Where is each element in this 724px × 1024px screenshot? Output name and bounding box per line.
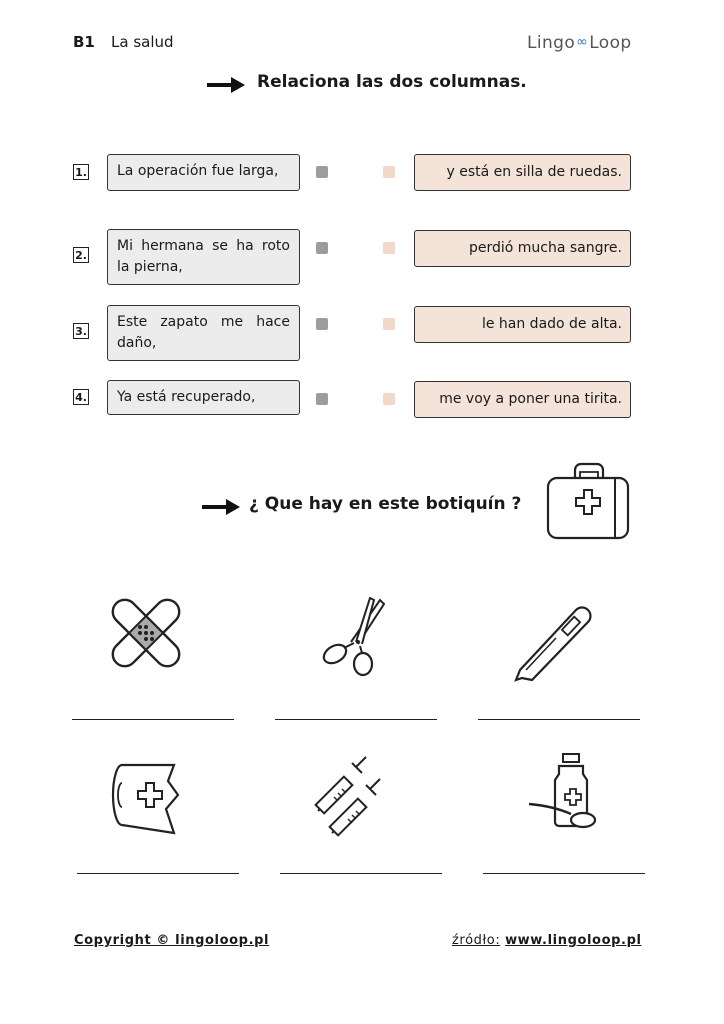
right-phrase-box[interactable]: [414, 154, 631, 191]
roll-bandage-icon: [108, 757, 190, 837]
answer-line[interactable]: [72, 719, 234, 720]
exercise1-title: Relaciona las dos columnas.: [257, 72, 527, 92]
brand-logo: [527, 33, 632, 53]
source-link[interactable]: www.lingoloop.pl: [505, 933, 642, 948]
arrow-right-icon: [202, 498, 242, 516]
syringes-icon: [312, 755, 398, 837]
medicine-bottle-spoon-icon: [525, 752, 599, 834]
brand-left: Lingo: [527, 33, 576, 53]
left-match-point[interactable]: [316, 166, 328, 178]
right-phrase-text: me voy a poner una tirita.: [439, 391, 622, 407]
left-phrase-text: Mi hermana se ha roto la pierna,: [117, 238, 290, 275]
right-phrase-text: perdió mucha sangre.: [468, 240, 622, 256]
scissors-icon: [318, 596, 392, 678]
left-phrase-box[interactable]: [107, 229, 300, 285]
exercise2-title: ¿ Que hay en este botiquín ?: [249, 494, 522, 514]
left-phrase-text: Ya está recuperado,: [117, 389, 256, 405]
right-match-point[interactable]: [383, 318, 395, 330]
answer-line[interactable]: [77, 873, 239, 874]
right-match-point[interactable]: [383, 242, 395, 254]
answer-line[interactable]: [280, 873, 442, 874]
left-phrase-text: Este zapato me hace daño,: [117, 314, 290, 351]
right-match-point[interactable]: [383, 393, 395, 405]
left-phrase-text: La operación fue larga,: [117, 163, 279, 179]
topic-label: La salud: [111, 33, 174, 51]
answer-line[interactable]: [483, 873, 645, 874]
answer-line[interactable]: [275, 719, 437, 720]
right-phrase-text: le han dado de alta.: [481, 316, 622, 332]
source-label: źródło:: [452, 933, 501, 948]
left-match-point[interactable]: [316, 393, 328, 405]
item-number: 4.: [73, 389, 89, 405]
right-phrase-text: y está en silla de ruedas.: [446, 164, 622, 180]
left-match-point[interactable]: [316, 318, 328, 330]
answer-line[interactable]: [478, 719, 640, 720]
bandage-plaster-icon: [106, 593, 186, 673]
right-phrase-box[interactable]: [414, 230, 631, 267]
source-text: [452, 933, 642, 948]
copyright-text: Copyright © lingoloop.pl: [74, 933, 270, 948]
infinity-icon: ∞: [576, 34, 589, 50]
right-phrase-box[interactable]: [414, 381, 631, 418]
left-phrase-box[interactable]: [107, 154, 300, 191]
right-phrase-box[interactable]: [414, 306, 631, 343]
thermometer-icon: [512, 600, 598, 684]
item-number: 3.: [73, 323, 89, 339]
left-match-point[interactable]: [316, 242, 328, 254]
item-number: 2.: [73, 247, 89, 263]
item-number: 1.: [73, 164, 89, 180]
arrow-right-icon: [207, 76, 247, 94]
first-aid-kit-icon: [545, 460, 633, 542]
right-match-point[interactable]: [383, 166, 395, 178]
left-phrase-box[interactable]: [107, 305, 300, 361]
brand-right: Loop: [589, 33, 632, 53]
left-phrase-box[interactable]: [107, 380, 300, 415]
level-label: B1: [73, 33, 95, 51]
